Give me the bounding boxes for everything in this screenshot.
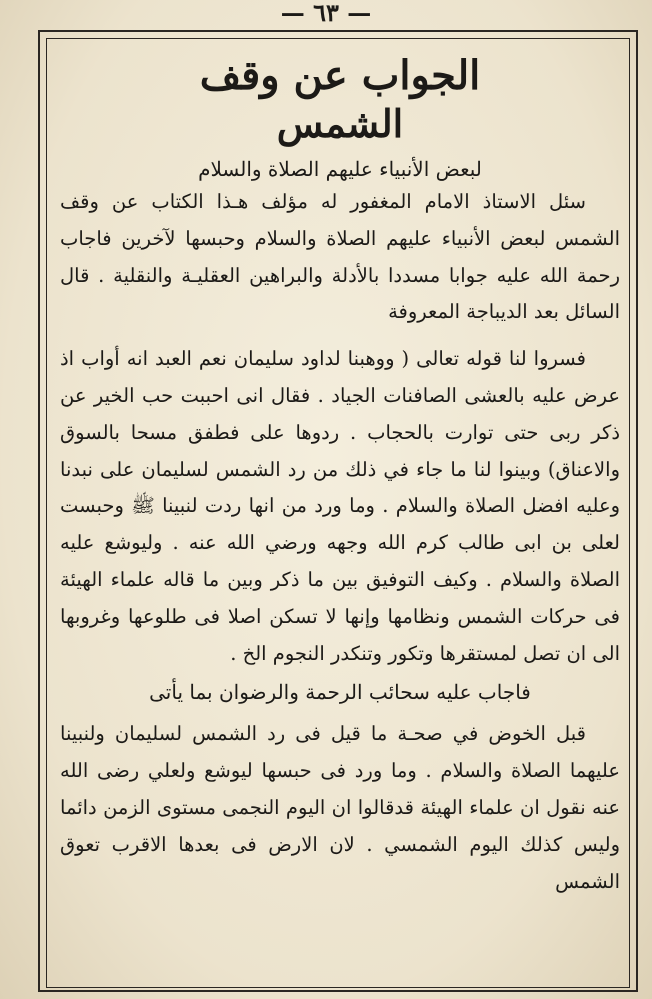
chapter-subtitle: لبعض الأنبياء عليهم الصلاة والسلام xyxy=(198,157,482,181)
chapter-title-continued: الشمس xyxy=(276,101,404,146)
paragraph-gap xyxy=(60,331,620,341)
page-number: — ٦٣ — xyxy=(280,0,372,27)
question-paragraph: فسروا لنا قوله تعالى ( ووهبنا لداود سليمان نعم العبد انه أواب اذ عرض عليه بالعشى الصافنات الجياد . فقال انى احببت حب الخير عن ذكر ربى حتى توارت بالحجاب . ردوها على فطفق مسحا بالسوق والاعناق) وبينوا لنا ما جاء في ذلك من رد الشمس لسليمان على نبدنا وعليه افضل الصلاة والسلام . وما ورد من انها ردت لنبينا ﷺ وحبست لعلى بن ابى طالب كرم الله وجهه ورضي الله عنه . وليوشع عليه الصلاة والسلام . وكيف التوفيق بين ما ذكر وبين ما قاله علماء الهيئة فى حركات الشمس ونظامها وإنها لا تسكن اصلا فى طلوعها وغروبها الى ان تصل لمستقرها وتكور وتنكدر النجوم الخ . xyxy=(60,347,620,665)
chapter-title: الجواب عن وقف xyxy=(199,52,481,99)
answer-heading: فاجاب عليه سحائب الرحمة والرضوان بما يأتى xyxy=(149,680,531,705)
intro-paragraph: سئل الاستاذ الامام المغفور له مؤلف هـذا الكتاب عن وقف الشمس لبعض الأنبياء عليهم الصلاة والسلام وحبسها لآخرين فاجاب رحمة الله عليه جوابا مسددا بالأدلة والبراهين العقليـة والنقلية . قال السائل بعد الديباجة المعروفة xyxy=(60,190,620,324)
answer-paragraph: قبل الخوض في صحـة ما قيل فى رد الشمس لسليمان ولنبينا عليهما الصلاة والسلام . وما ورد فى حبسها ليوشع ولعلي رضى الله عنه نقول ان علماء الهيئة قدقالوا ان اليوم النجمى مستوى الزمن دائما وليس كذلك اليوم الشمسي . لان الارض فى بعدها الاقرب تعوق الشمس xyxy=(60,722,620,893)
page-content xyxy=(60,52,620,900)
